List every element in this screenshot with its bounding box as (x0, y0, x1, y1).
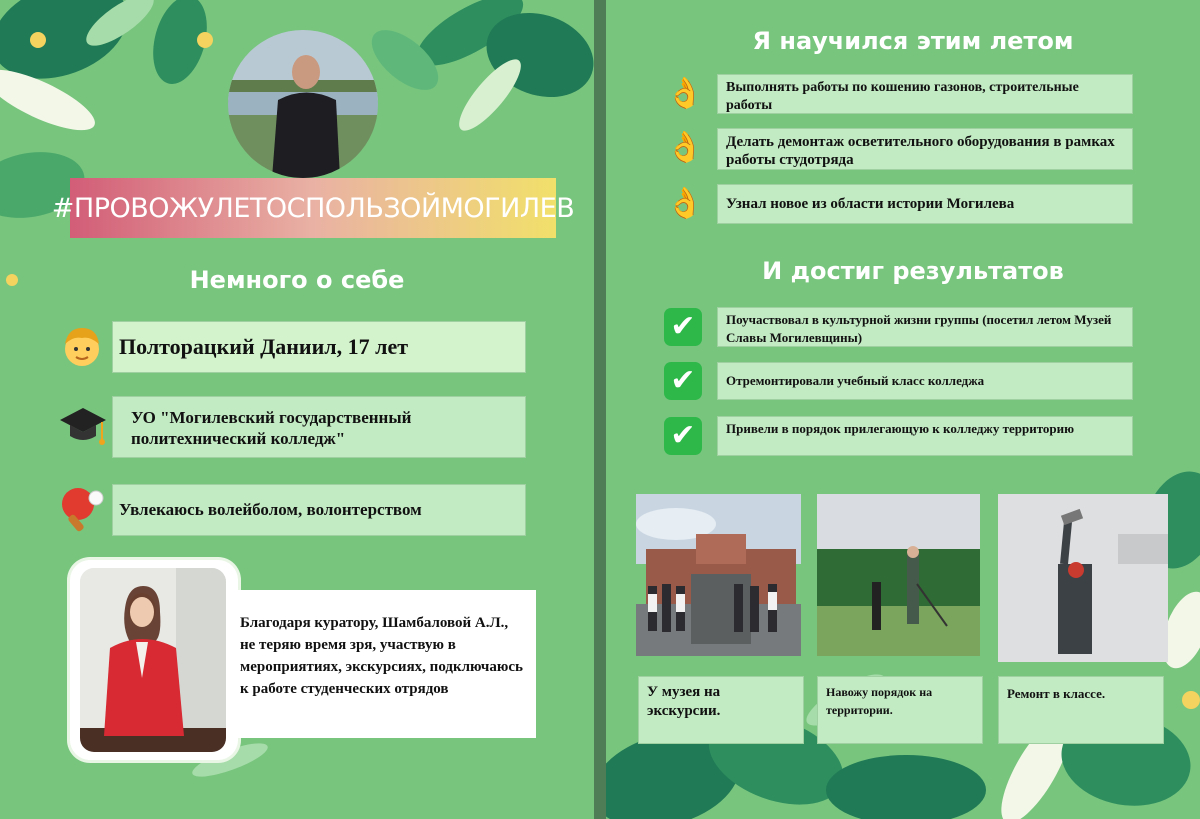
museum-photo (636, 494, 801, 656)
person-emoji-icon (60, 322, 104, 381)
result-item-3 (717, 416, 1133, 456)
ok-hand-icon: 👌 (666, 77, 704, 110)
curator-photo-frame (70, 560, 238, 760)
result-item-1 (717, 307, 1133, 347)
right-page (606, 0, 1200, 819)
about-section-title: Немного о себе (189, 266, 405, 294)
result-item-text: Поучаствовал в культурной жизни группы (посетил летом Музей Славы Могилевщины) (726, 312, 1112, 345)
learned-item-text: Узнал новое из области истории Могилева (726, 195, 1015, 212)
left-page (0, 0, 594, 819)
check-mark-icon: ✔ (664, 362, 702, 400)
learned-item-2 (717, 128, 1133, 170)
museum-caption: У музея на экскурсии. (647, 684, 721, 719)
check-mark-icon: ✔ (664, 417, 702, 455)
check-mark-icon: ✔ (664, 308, 702, 346)
learned-item-text: Выполнять работы по кошению газонов, строительные работы (726, 80, 1079, 113)
museum-caption-box (638, 676, 804, 744)
ok-hand-icon: 👌 (666, 131, 704, 164)
name-box (112, 321, 526, 373)
hashtag-text: #ПРОВОЖУЛЕТОСПОЛЬЗОЙМОГИЛЕВ (51, 192, 575, 224)
results-section-title: И достиг результатов (762, 257, 1064, 285)
curator-text-box (230, 590, 536, 738)
learned-item-1 (717, 74, 1133, 114)
college-text: УО "Могилевский государственный политехнический колледж" (131, 408, 412, 448)
name-text: Полторацкий Даниил, 17 лет (119, 334, 409, 359)
hobby-box (112, 484, 526, 536)
result-item-text: Отремонтировали учебный класс колледжа (726, 373, 985, 388)
result-item-text: Привели в порядок прилегающую к колледжу территорию (726, 421, 1075, 436)
territory-caption-box (817, 676, 983, 744)
learned-item-3 (717, 184, 1133, 224)
college-box (112, 396, 526, 458)
repair-caption: Ремонт в классе. (1007, 686, 1106, 701)
learned-section-title: Я научился этим летом (752, 27, 1074, 55)
territory-caption: Навожу порядок на территории. (826, 685, 933, 717)
ok-hand-icon: 👌 (666, 187, 704, 220)
student-avatar-photo (228, 30, 378, 178)
hobby-text: Увлекаюсь волейболом, волонтерством (119, 500, 422, 519)
repair-caption-box (998, 676, 1164, 744)
learned-item-text: Делать демонтаж осветительного оборудования в рамках работы студотряда (726, 134, 1115, 168)
classroom-repair-photo (998, 494, 1168, 662)
hashtag-banner (51, 178, 575, 238)
graduation-cap-icon (58, 402, 108, 461)
result-item-2 (717, 362, 1133, 400)
curator-photo (80, 568, 226, 752)
curator-text: Благодаря куратору, Шамбаловой А.Л., не теряю время зря, участвую в мероприятиях, экскурсиях, подключаюсь к работе студенческих отрядов (240, 615, 523, 697)
territory-photo (817, 494, 980, 656)
ping-pong-icon (56, 484, 108, 543)
